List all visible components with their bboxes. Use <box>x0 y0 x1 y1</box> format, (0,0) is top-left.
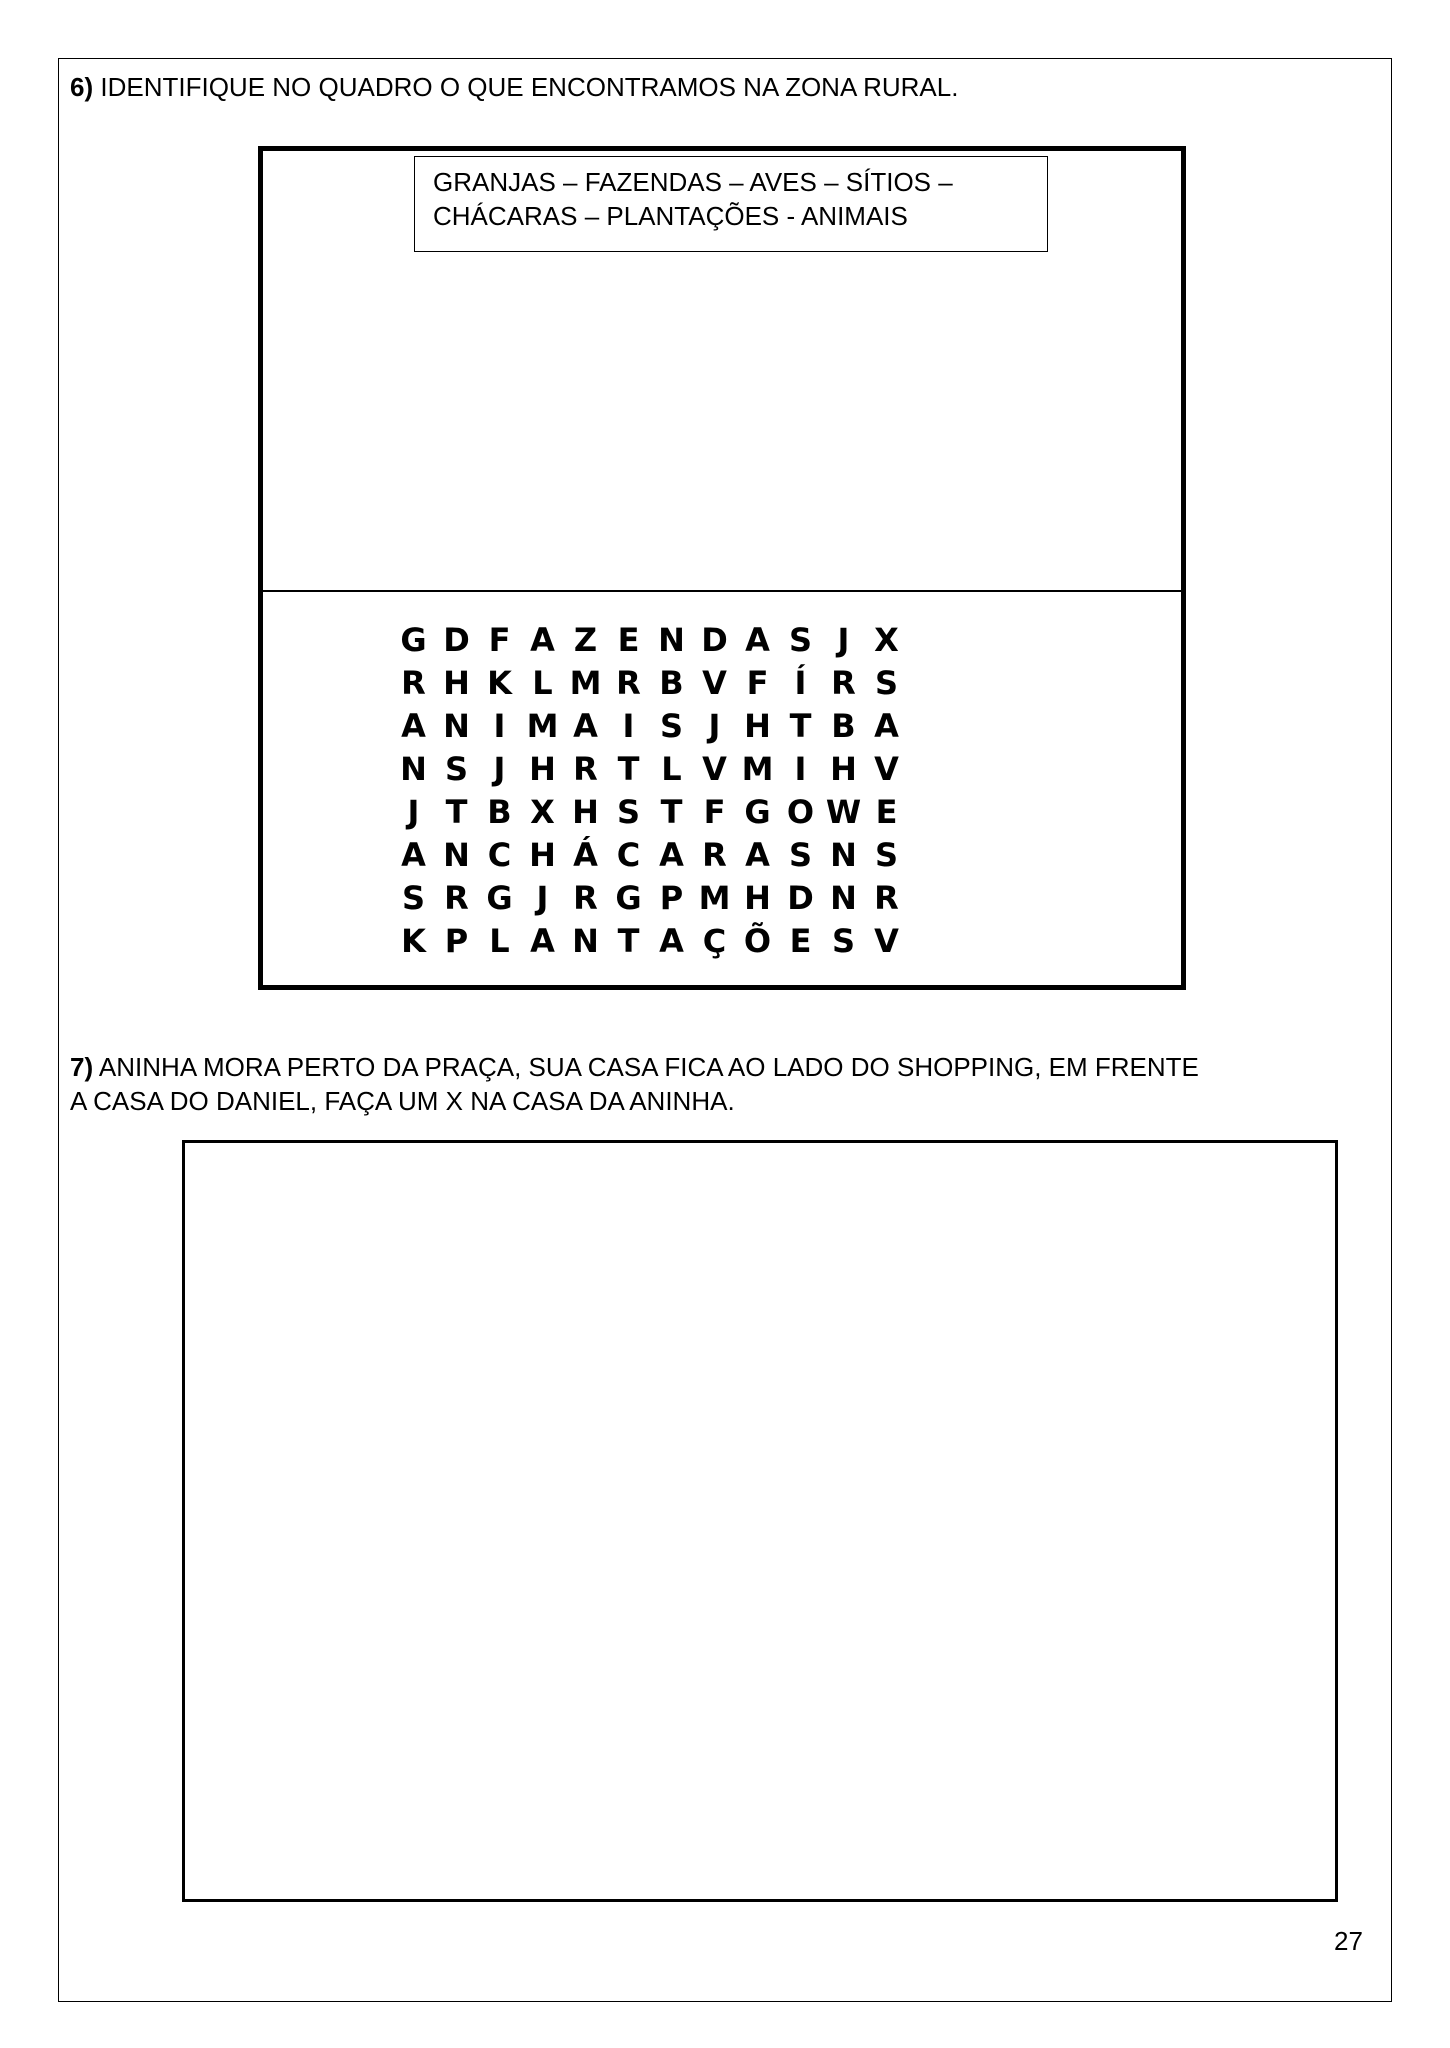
grid-row <box>392 790 908 833</box>
grid-cell[interactable]: N <box>658 620 685 659</box>
grid-cell[interactable]: S <box>788 835 813 874</box>
grid-cell[interactable]: S <box>831 921 856 960</box>
grid-cell[interactable]: H <box>744 706 771 745</box>
question-7-number: 7) <box>70 1052 94 1082</box>
grid-cell[interactable]: D <box>701 620 728 659</box>
question-6 <box>70 70 1370 104</box>
grid-cell[interactable]: X <box>874 620 899 659</box>
grid-row <box>392 704 908 747</box>
grid-cell[interactable]: M <box>741 749 774 788</box>
grid-row <box>392 833 908 876</box>
grid-cell[interactable]: V <box>702 663 727 702</box>
grid-cell[interactable]: A <box>401 835 426 874</box>
grid-cell[interactable]: T <box>789 706 812 745</box>
grid-cell[interactable]: J <box>536 878 549 917</box>
grid-cell[interactable]: K <box>487 663 512 702</box>
grid-cell[interactable]: A <box>659 835 684 874</box>
grid-cell[interactable]: H <box>572 792 599 831</box>
word-search-grid <box>392 618 908 962</box>
grid-cell[interactable]: Õ <box>743 921 772 960</box>
grid-cell[interactable]: I <box>493 706 506 745</box>
grid-cell[interactable]: A <box>745 620 770 659</box>
grid-cell[interactable]: R <box>616 663 641 702</box>
grid-cell[interactable]: V <box>702 749 727 788</box>
grid-cell[interactable]: A <box>401 706 426 745</box>
grid-cell[interactable]: N <box>830 878 857 917</box>
grid-cell[interactable]: X <box>530 792 555 831</box>
grid-cell[interactable]: A <box>530 620 555 659</box>
grid-cell[interactable]: B <box>659 663 684 702</box>
grid-cell[interactable]: M <box>526 706 559 745</box>
grid-cell[interactable]: S <box>659 706 684 745</box>
grid-cell[interactable]: S <box>616 792 641 831</box>
grid-cell[interactable]: S <box>788 620 813 659</box>
grid-row <box>392 618 908 661</box>
grid-cell[interactable]: A <box>745 835 770 874</box>
question-7-line-1: ANINHA MORA PERTO DA PRAÇA, SUA CASA FICA AO LADO DO SHOPPING, EM FRENTE <box>98 1052 1199 1082</box>
grid-cell[interactable]: N <box>443 706 470 745</box>
grid-cell[interactable]: N <box>400 749 427 788</box>
grid-cell[interactable]: O <box>786 792 815 831</box>
grid-cell[interactable]: N <box>572 921 599 960</box>
grid-row <box>392 747 908 790</box>
page-number: 27 <box>1334 1926 1363 1956</box>
grid-cell[interactable]: F <box>703 792 726 831</box>
grid-cell[interactable]: R <box>401 663 426 702</box>
grid-cell[interactable]: R <box>874 878 899 917</box>
grid-cell[interactable]: A <box>874 706 899 745</box>
grid-cell[interactable]: S <box>401 878 426 917</box>
grid-cell[interactable]: L <box>532 663 553 702</box>
grid-cell[interactable]: S <box>444 749 469 788</box>
grid-cell[interactable]: R <box>573 878 598 917</box>
grid-cell[interactable]: R <box>444 878 469 917</box>
grid-cell[interactable]: J <box>837 620 850 659</box>
grid-cell[interactable]: N <box>830 835 857 874</box>
grid-cell[interactable]: V <box>874 749 899 788</box>
grid-cell[interactable]: F <box>488 620 511 659</box>
question-7 <box>70 1050 1370 1118</box>
grid-cell[interactable]: D <box>787 878 814 917</box>
grid-cell[interactable]: H <box>529 749 556 788</box>
grid-cell[interactable]: L <box>661 749 682 788</box>
grid-cell[interactable]: F <box>746 663 769 702</box>
grid-cell[interactable]: E <box>875 792 898 831</box>
street-scene-figure <box>182 1140 1338 1902</box>
grid-cell[interactable]: S <box>874 663 899 702</box>
grid-cell[interactable]: V <box>874 921 899 960</box>
grid-cell[interactable]: M <box>569 663 602 702</box>
grid-cell[interactable]: C <box>616 835 641 874</box>
grid-cell[interactable]: P <box>659 878 684 917</box>
word-list-line-2: CHÁCARAS – PLANTAÇÕES - ANIMAIS <box>433 201 908 231</box>
grid-cell[interactable]: K <box>401 921 426 960</box>
grid-cell[interactable]: E <box>789 921 812 960</box>
grid-cell[interactable]: J <box>708 706 721 745</box>
word-list-line-1: GRANJAS – FAZENDAS – AVES – SÍTIOS – <box>433 167 953 197</box>
grid-cell[interactable]: S <box>874 835 899 874</box>
question-6-number: 6) <box>70 72 94 102</box>
grid-cell[interactable]: H <box>529 835 556 874</box>
grid-cell[interactable]: B <box>831 706 856 745</box>
grid-cell[interactable]: Z <box>573 620 598 659</box>
grid-cell[interactable]: R <box>831 663 856 702</box>
grid-cell[interactable]: J <box>493 749 506 788</box>
grid-cell[interactable]: W <box>825 792 862 831</box>
grid-cell[interactable]: A <box>659 921 684 960</box>
grid-cell[interactable]: E <box>617 620 640 659</box>
grid-cell[interactable]: G <box>486 878 513 917</box>
question-6-text: IDENTIFIQUE NO QUADRO O QUE ENCONTRAMOS NA ZONA RURAL. <box>100 72 959 102</box>
grid-cell[interactable]: G <box>744 792 771 831</box>
grid-cell[interactable]: T <box>445 792 468 831</box>
grid-cell[interactable]: R <box>573 749 598 788</box>
word-list-box <box>414 156 1048 252</box>
street-scene-area <box>185 1143 1335 1899</box>
grid-cell[interactable]: H <box>443 663 470 702</box>
grid-cell[interactable]: L <box>489 921 510 960</box>
grid-cell[interactable]: C <box>487 835 512 874</box>
grid-cell[interactable]: A <box>530 921 555 960</box>
grid-cell[interactable]: H <box>830 749 857 788</box>
rural-scene-area <box>263 262 1181 592</box>
grid-cell[interactable]: J <box>407 792 420 831</box>
grid-cell[interactable]: G <box>615 878 642 917</box>
grid-row <box>392 919 908 962</box>
grid-cell[interactable]: H <box>744 878 771 917</box>
grid-cell[interactable]: Ç <box>702 921 727 960</box>
grid-cell[interactable]: T <box>617 749 640 788</box>
grid-cell[interactable]: R <box>702 835 727 874</box>
grid-cell[interactable]: Í <box>794 663 807 702</box>
grid-cell[interactable]: Á <box>573 835 598 874</box>
grid-cell[interactable]: I <box>794 749 807 788</box>
grid-cell[interactable]: D <box>443 620 470 659</box>
grid-cell[interactable]: N <box>443 835 470 874</box>
grid-cell[interactable]: T <box>617 921 640 960</box>
grid-cell[interactable]: G <box>400 620 427 659</box>
grid-cell[interactable]: T <box>660 792 683 831</box>
grid-cell[interactable]: A <box>573 706 598 745</box>
grid-cell[interactable]: I <box>622 706 635 745</box>
grid-cell[interactable]: B <box>487 792 512 831</box>
grid-cell[interactable]: M <box>698 878 731 917</box>
grid-row <box>392 661 908 704</box>
grid-row <box>392 876 908 919</box>
grid-cell[interactable]: P <box>444 921 469 960</box>
question-7-line-2: A CASA DO DANIEL, FAÇA UM X NA CASA DA ANINHA. <box>70 1086 735 1116</box>
